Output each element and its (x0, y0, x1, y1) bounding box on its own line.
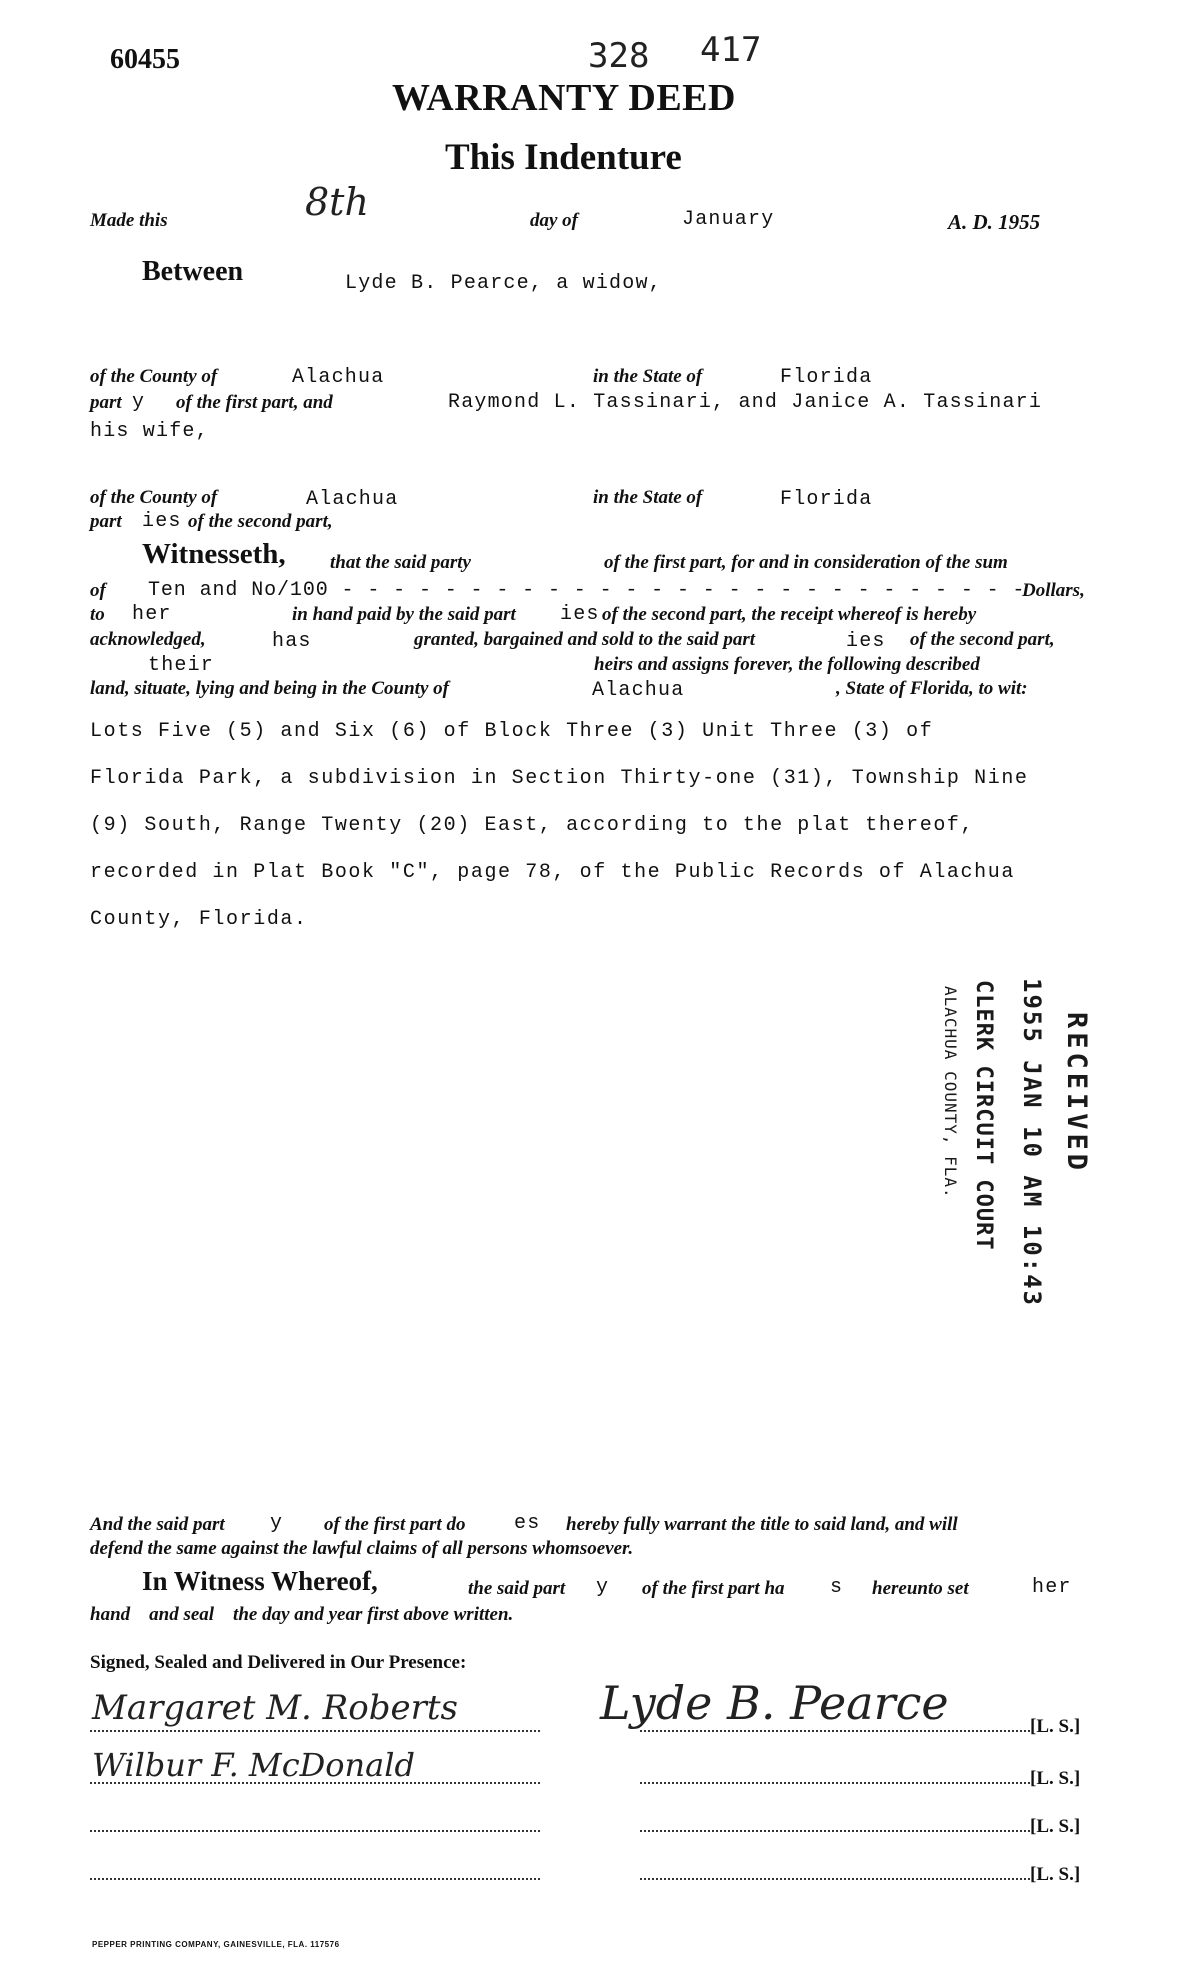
grantor-line (640, 1730, 1030, 1732)
printer-imprint: PEPPER PRINTING COMPANY, GAINESVILLE, FLA. 117576 (92, 1940, 340, 1949)
second-state-value: Florida (780, 488, 873, 511)
legal-line: (9) South, Range Twenty (20) East, according to the plat thereof, (90, 814, 975, 837)
acknowledged-label: acknowledged, (90, 629, 206, 650)
between-label: Between (142, 256, 244, 287)
witnesseth-line4b: of the second part, (910, 629, 1055, 650)
document-subtitle: This Indenture (445, 137, 682, 178)
legal-description (90, 708, 1029, 943)
witnesseth-line6b: , State of Florida, to wit: (836, 678, 1028, 699)
first-county-value: Alachua (292, 366, 385, 389)
first-part-label: of the first part, and (176, 392, 333, 413)
second-state-label: in the State of (593, 487, 703, 508)
first-state-value: Florida (780, 366, 873, 389)
document-title: WARRANTY DEED (392, 77, 736, 119)
in-witness-line1a: the said part (468, 1578, 566, 1599)
witness4-line (90, 1878, 540, 1880)
witness2-signature: Wilbur F. McDonald (92, 1746, 415, 1784)
year-label: A. D. 1955 (948, 210, 1041, 234)
witness3-line (90, 1830, 540, 1832)
witnesseth-line1b: of the first part, for and in consideration of the sum (604, 552, 1008, 573)
legal-line: Florida Park, a subdivision in Section Thirty-one (31), Township Nine (90, 767, 1029, 790)
first-state-label: in the State of (593, 366, 703, 387)
month-value: January (682, 208, 775, 231)
their-value: their (148, 654, 215, 677)
witnesseth-line3b: of the second part, the receipt whereof is hereby (602, 604, 977, 625)
warranty-line1-suffix: y (270, 1512, 284, 1535)
witnesseth-line4-suffix: ies (846, 630, 886, 653)
warranty-does-suffix: es (514, 1512, 541, 1535)
signature-line-4 (640, 1878, 1030, 1880)
second-part-label: of the second part, (188, 511, 333, 532)
first-party-label: part (90, 392, 122, 413)
signature-line-3 (640, 1830, 1030, 1832)
warranty-line1a: And the said part (90, 1514, 225, 1535)
document-number: 60455 (110, 44, 180, 75)
legal-line: recorded in Plat Book "C", page 78, of the Public Records of Alachua (90, 861, 1015, 884)
in-witness-line2: hand and seal the day and year first above written. (90, 1604, 514, 1625)
to-label: to (90, 604, 105, 625)
land-county-value: Alachua (592, 679, 685, 702)
grantor-name: Lyde B. Pearce, a widow, (345, 272, 662, 295)
witness2-line (90, 1782, 540, 1784)
second-party-label: part (90, 511, 122, 532)
consideration-amount: Ten and No/100 - - - - - - - - - - - - - - - - - - - - - - - - - - - (148, 579, 1026, 602)
witnesseth-line5b: heirs and assigns forever, the following described (594, 654, 980, 675)
ls-label-4: [L. S.] (1030, 1864, 1081, 1885)
in-witness-line1-suffix: y (596, 1576, 610, 1599)
warranty-line2: defend the same against the lawful claims of all persons whomsoever. (90, 1538, 634, 1559)
ls-label-2: [L. S.] (1030, 1768, 1081, 1789)
second-county-label: of the County of (90, 487, 218, 508)
to-value: her (132, 603, 172, 626)
made-this-label: Made this (90, 210, 168, 231)
in-witness-her-value: her (1032, 1576, 1072, 1599)
day-value: 8th (305, 180, 369, 224)
second-party-suffix: ies (142, 510, 182, 533)
first-party-suffix: y (132, 391, 146, 414)
legal-line: County, Florida. (90, 908, 308, 931)
witnesseth-label: Witnesseth, (142, 538, 286, 570)
witnesseth-line4a: granted, bargained and sold to the said part (414, 629, 755, 650)
second-county-value: Alachua (306, 488, 399, 511)
grantor-signature: Lyde B. Pearce (600, 1676, 949, 1730)
received-stamp-line3: CLERK CIRCUIT COURT (971, 980, 996, 1251)
legal-line: Lots Five (5) and Six (6) of Block Three (3) Unit Three (3) of (90, 720, 934, 743)
has-value: has (272, 630, 312, 653)
witnesseth-line3a: in hand paid by the said part (292, 604, 516, 625)
in-witness-label: In Witness Whereof, (142, 1566, 378, 1596)
grantee-names: Raymond L. Tassinari, and Janice A. Tassinari (448, 391, 1043, 414)
in-witness-line1c: hereunto set (872, 1578, 969, 1599)
received-stamp-line1: RECEIVED (1061, 1012, 1092, 1175)
presence-label: Signed, Sealed and Delivered in Our Presence: (90, 1652, 467, 1673)
witness1-signature: Margaret M. Roberts (92, 1688, 458, 1728)
witnesseth-line1a: that the said party (330, 552, 471, 573)
in-witness-has-suffix: s (830, 1576, 844, 1599)
warranty-line1c: hereby fully warrant the title to said land, and will (566, 1514, 958, 1535)
witness1-line (90, 1730, 540, 1732)
witnesseth-line3-suffix: ies (560, 603, 600, 626)
day-of-label: day of (530, 210, 579, 231)
warranty-line1b: of the first part do (324, 1514, 466, 1535)
page-number: 417 (700, 30, 762, 70)
of-label: of (90, 580, 106, 601)
received-stamp-line2: 1955 JAN 10 AM 10:43 (1018, 978, 1046, 1307)
witnesseth-line6a: land, situate, lying and being in the County of (90, 678, 449, 699)
book-number: 328 (588, 36, 650, 76)
first-county-label: of the County of (90, 366, 218, 387)
dollars-label: Dollars, (1022, 580, 1085, 601)
ls-label-1: [L. S.] (1030, 1716, 1081, 1737)
ls-label-3: [L. S.] (1030, 1816, 1081, 1837)
received-stamp-line4: ALACHUA COUNTY, FLA. (941, 986, 960, 1199)
grantee-names-cont: his wife, (90, 420, 209, 443)
signature-line-2 (640, 1782, 1030, 1784)
in-witness-line1b: of the first part ha (642, 1578, 785, 1599)
